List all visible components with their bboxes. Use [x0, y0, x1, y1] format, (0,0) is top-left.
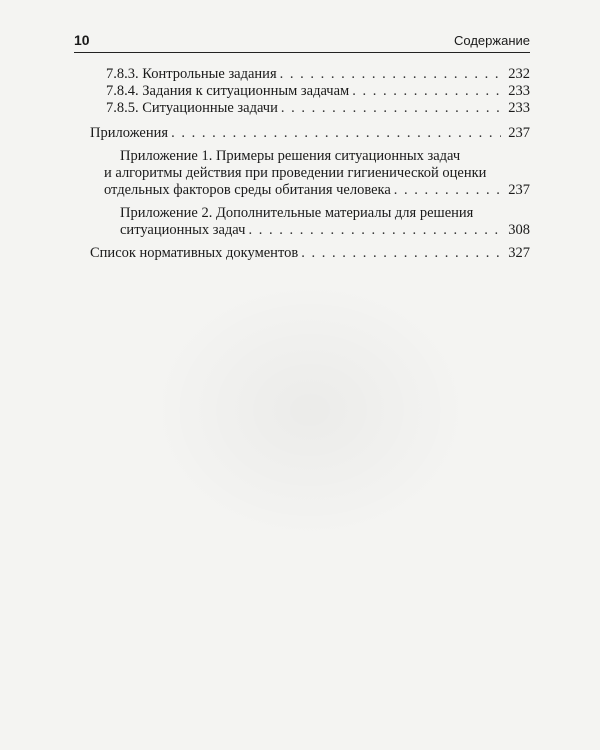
page-number: 10: [74, 32, 90, 48]
running-head: Содержание: [454, 33, 530, 48]
toc-entry-page: 327: [508, 245, 530, 261]
toc-entry-normative-documents: [90, 245, 530, 262]
toc-leader-dots: [171, 125, 501, 142]
toc-entry-page: 232: [508, 66, 530, 82]
toc-entry-7-8-3: [104, 66, 530, 83]
toc-entry-page: 237: [508, 125, 530, 141]
toc-entry-last-line: [104, 182, 530, 199]
toc-entry-page: 308: [508, 222, 530, 238]
toc-entry-title-line: отдельных факторов среды обитания человека: [104, 182, 391, 198]
toc-leader-dots: [301, 245, 501, 262]
toc-leader-dots: [248, 222, 501, 239]
toc-entry-last-line: [120, 222, 530, 239]
toc-entry-appendix-2: [104, 205, 530, 239]
toc-entry-page: 233: [508, 83, 530, 99]
toc-leader-dots: [280, 66, 501, 83]
toc-entry-7-8-4: [104, 83, 530, 100]
toc-entry-title: Приложения: [90, 125, 169, 141]
toc-leader-dots: [394, 182, 501, 199]
toc-entry-title: Список нормативных документов: [90, 245, 299, 261]
toc-entry-appendices: [90, 125, 530, 142]
toc-entry-title-line: и алгоритмы действия при проведении гигиенической оценки: [104, 165, 487, 181]
toc-entry-page: 237: [508, 182, 530, 198]
toc-entry-title: 7.8.4. Задания к ситуационным задачам: [106, 83, 350, 99]
toc-entry-appendix-1: [104, 148, 530, 199]
toc-leader-dots: [281, 100, 501, 117]
toc-entry-title-line: Приложение 1. Примеры решения ситуационных задач: [120, 148, 461, 164]
toc-leader-dots: [352, 83, 501, 100]
toc-entry-title-line: Приложение 2. Дополнительные материалы для решения: [120, 205, 474, 221]
paper-texture: [150, 280, 470, 540]
toc-entry-page: 233: [508, 100, 530, 116]
toc-entry-title: 7.8.3. Контрольные задания: [106, 66, 277, 82]
toc-entry-7-8-5: [104, 100, 530, 117]
toc-entry-title-line: ситуационных задач: [120, 222, 246, 238]
table-of-contents: [90, 66, 530, 262]
toc-entry-title: 7.8.5. Ситуационные задачи: [106, 100, 278, 116]
page-header: [74, 30, 530, 53]
